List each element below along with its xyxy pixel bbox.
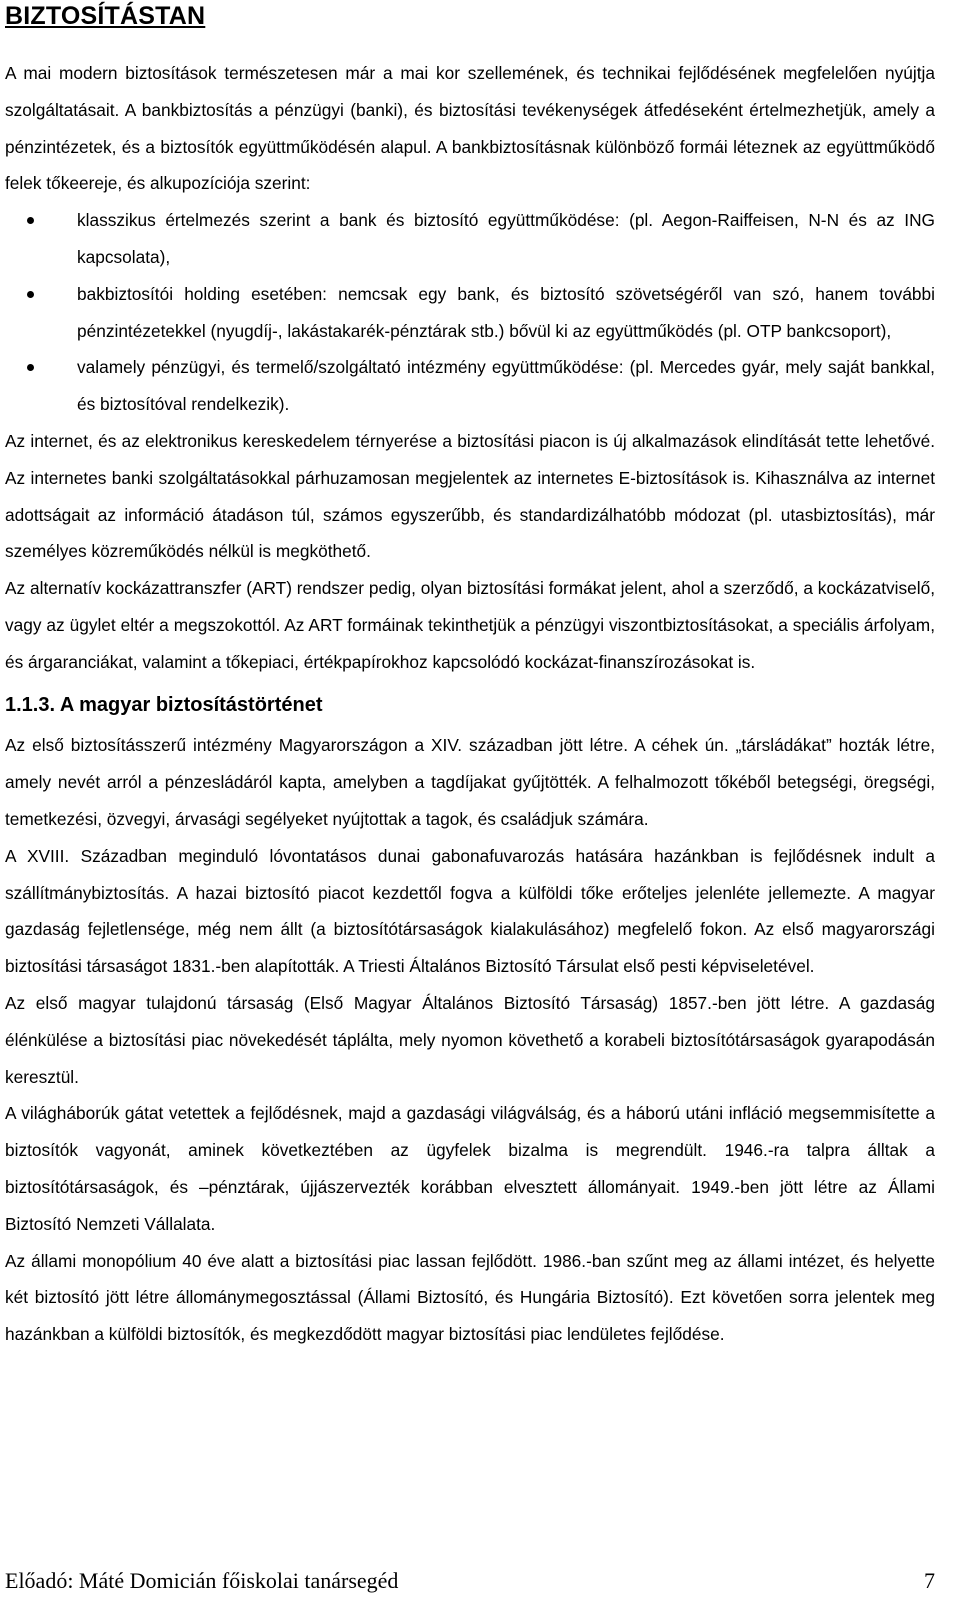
paragraph-history-2: A XVIII. Században meginduló lóvontatásos dunai gabonafuvarozás hatására hazánkban is fejlődésnek indult a szállítmánybiztosítás. A hazai biztosító piacot kezdettől fogva a külföldi tőke erőteljes jelenléte jellemezte. A magyar gazdaság fejletlensége, még nem állt (a biztosítótársaságok kialakulásához) megfelelő fokon. Az első magyarországi biztosítási társaságot 1831.-ben alapították. A Triesti Általános Biztosító Társulat első pesti képviseletével. [5, 845, 935, 977]
bullet-list [5, 202, 935, 423]
paragraph-art: Az alternatív kockázattranszfer (ART) rendszer pedig, olyan biztosítási formákat jelent, ahol a szerződő, a kockázatviselő, vagy az ügylet eltér a megszokottól. Az ART formáinak tekinthetjük a pénzügyi viszontbiztosításokat, a speciális árfolyam, és árgaranciákat, valamint a tőkepiaci, értékpapírokhoz kapcsolódó kockázat-finanszírozásokat is. [5, 578, 935, 672]
bullet-item: bakbiztosítói holding esetében: nemcsak egy bank, és biztosító szövetségéről van szó, hanem további pénzintézetekkel (nyugdíj-, lakástakarék-pénztárak stb.) bővül ki az együttműködés (pl. OTP bankcsoport), [5, 276, 935, 350]
paragraph-internet: Az internet, és az elektronikus kereskedelem térnyerése a biztosítási piacon is új alkalmazások elindítását tette lehetővé. Az internetes banki szolgáltatásokkal párhuzamosan megjelentek az internetes E-biztosítások is. Kihasználva az internet adottságait az információ átadáson túl, számos egyszerűbb, és standardizálhatóbb módozat (pl. utasbiztosítás), már személyes közreműködés nélkül is megköthető. [5, 430, 935, 562]
page-footer [5, 1568, 935, 1594]
paragraph-history-4: A világháborúk gátat vetettek a fejlődésnek, majd a gazdasági világválság, és a háború utáni infláció megsemmisítette a biztosítók vagyonát, aminek következtében az ügyfelek bizalma is megrendült. 1946.-ra talpra álltak a biztosítótársaságok, és –pénztárak, újjászervezték korábban elvesztett állományait. 1949.-ben jött létre az Állami Biztosító Nemzeti Vállalata. [5, 1103, 935, 1234]
paragraph-intro: A mai modern biztosítások természetesen már a mai kor szellemének, és technikai fejlődésének megfelelően nyújtja szolgáltatásait. A bankbiztosítás a pénzügyi (banki), és biztosítási tevékenységek átfedéseként értelmezhetjük, amely a pénzintézetek, és a biztosítók együttműködésén alapul. A bankbiztosításnak különböző formái léteznek az együttműködő felek tőkeereje, és alkupozíciója szerint: [5, 63, 935, 194]
bullet-item: klasszikus értelmezés szerint a bank és biztosító együttműködése: (pl. Aegon-Raiffeisen, N-N és az ING kapcsolata), [5, 202, 935, 276]
paragraph-history-5: Az állami monopólium 40 éve alatt a biztosítási piac lassan fejlődött. 1986.-ban szűnt meg az állami intézet, és helyette két biztosító jött létre állománymegosztással (Állami Biztosító, és Hungária Biztosító). Ezt követően sorra jelentek meg hazánkban a külföldi biztosítók, és megkezdődött magyar biztosítási piac lendületes fejlődése. [5, 1250, 935, 1345]
paragraph-history-3: Az első magyar tulajdonú társaság (Első Magyar Általános Biztosító Társaság) 1857.-ben jött létre. A gazdaság élénkülése a biztosítási piac növekedését táplálta, mely nyomon követhető a korabeli biztosítótársaságok gyarapodásán keresztül. [5, 992, 935, 1087]
document-title: BIZTOSÍTÁSTAN [5, 2, 206, 30]
document-body [5, 55, 935, 1353]
paragraph-history-1: Az első biztosításszerű intézmény Magyarországon a XIV. században jött létre. A céhek ún. „társládákat” hozták létre, amely nevét arról a pénzesládáról kapta, amelyben a tagdíjakat gyűjtötték. A felhalmozott tőkéből betegségi, öregségi, temetkezési, özvegyi, árvasági segélyeket nyújtottak a tagok, és családjuk számára. [5, 735, 935, 829]
bullet-item: valamely pénzügyi, és termelő/szolgáltató intézmény együttműködése: (pl. Mercedes gyár, mely saját bankkal, és biztosítóval rendelkezik). [5, 349, 935, 423]
footer-author: Előadó: Máté Domicián főiskolai tanársegéd [5, 1568, 399, 1593]
section-heading: 1.1.3. A magyar biztosítástörténet [5, 693, 323, 716]
page-number: 7 [924, 1568, 935, 1593]
